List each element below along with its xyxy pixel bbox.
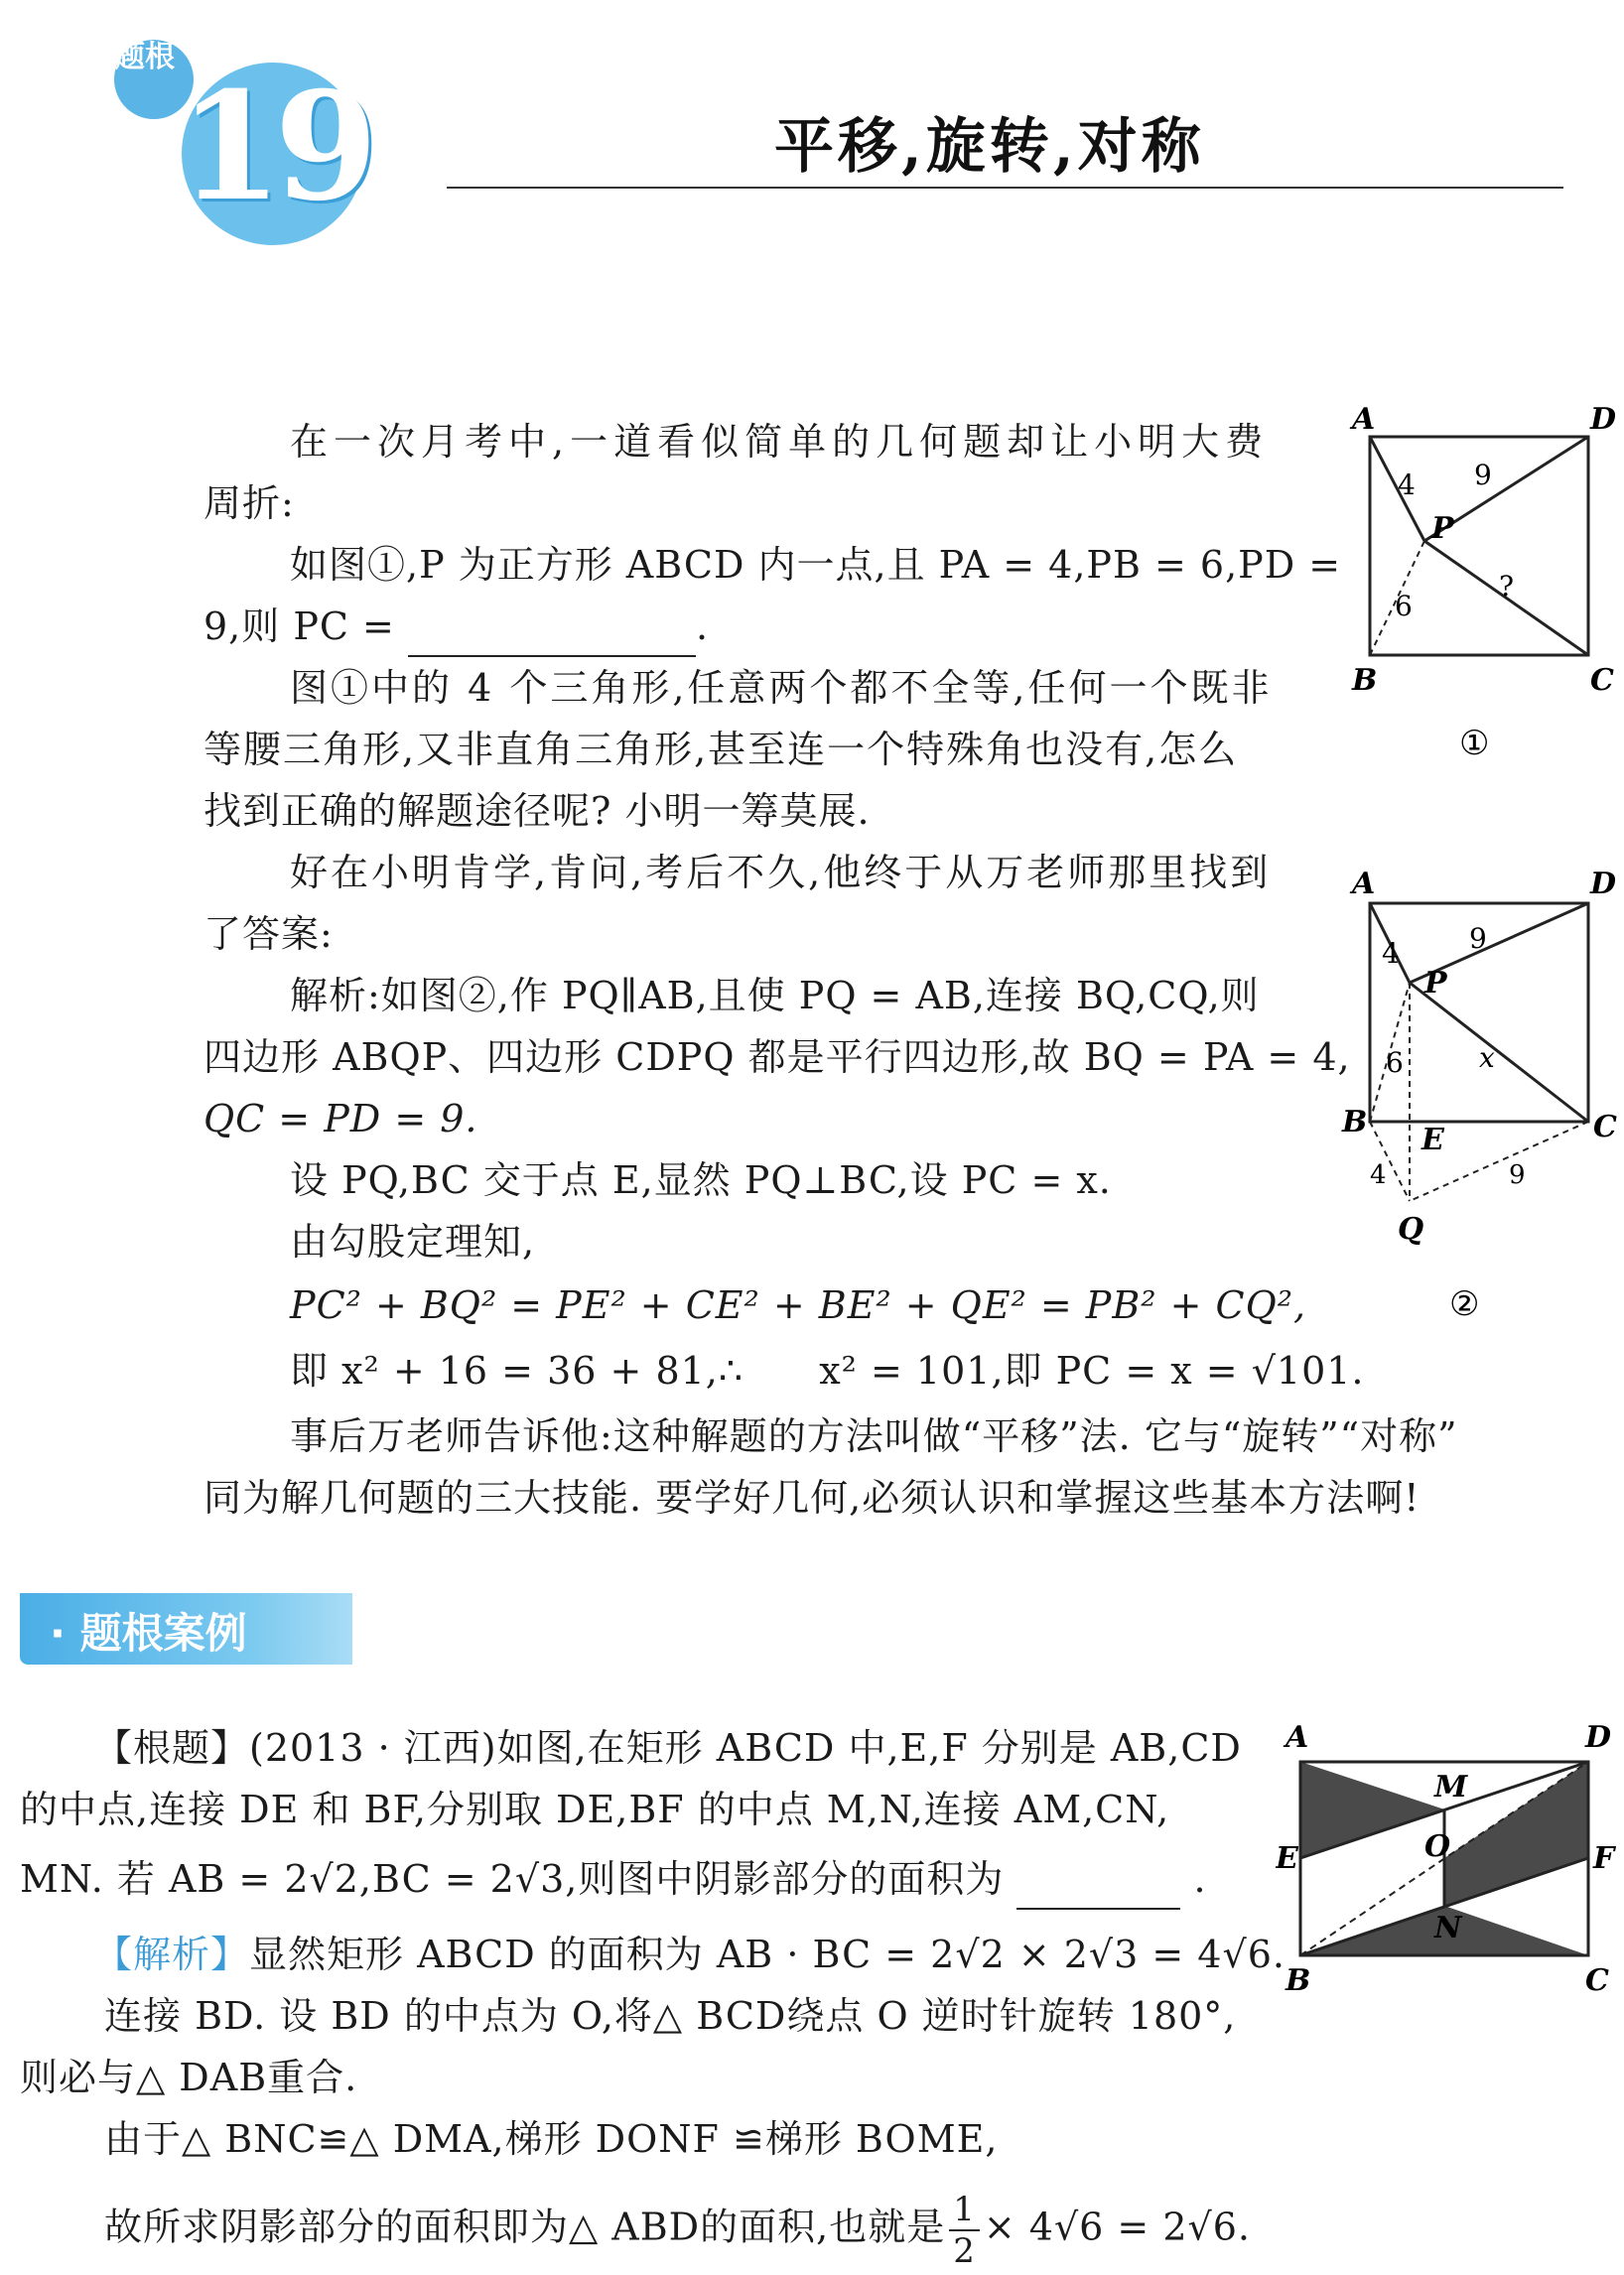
fraction-numerator: 1 [949, 2190, 980, 2231]
case-l6: 则必与△ DAB重合. [20, 2056, 358, 2099]
intro-p3a: 图①中的 4 个三角形,任意两个都不全等,任何一个既非 [290, 666, 1273, 710]
fig3-label-c: C [1585, 1963, 1609, 1998]
fig1-len-4: 4 [1398, 468, 1416, 501]
intro-p1a: 在一次月考中,一道看似简单的几何题却让小明大费 [290, 420, 1270, 464]
case-l4: 显然矩形 ABCD 的面积为 AB · BC = 2√2 × 2√3 = 4√6. [249, 1933, 1286, 1976]
case-l2: 的中点,连接 DE 和 BF,分别取 DE,BF 的中点 M,N,连接 AM,CN, [20, 1788, 1170, 1831]
intro-p8: PC² + BQ² = PE² + CE² + BE² + QE² = PB² + CQ², [290, 1283, 1307, 1327]
section-banner-label: · 题根案例 [50, 1609, 247, 1658]
intro-p2b-row: 9,则 PC = . [203, 596, 709, 657]
intro-p5a: 解析:如图②,作 PQ∥AB,且使 PQ = AB,连接 BQ,CQ,则 [290, 974, 1260, 1017]
intro-p2b: 9,则 PC = [203, 604, 395, 648]
fig3-label-f: F [1593, 1841, 1615, 1876]
fig1-unknown: ? [1499, 570, 1515, 602]
fig1-len-6: 6 [1395, 590, 1413, 622]
case-l3-row [20, 1848, 1207, 1910]
fig1-label-c: C [1590, 663, 1614, 698]
intro-p9-row [290, 1340, 1365, 1402]
fig3-label-b: B [1286, 1963, 1311, 1998]
fig2-len-4b: 4 [1370, 1160, 1387, 1190]
intro-p7: 由勾股定理知, [290, 1220, 536, 1264]
fig1-len-9: 9 [1474, 459, 1492, 491]
intro-p9b: x² = 101,即 PC = x = [819, 1349, 1239, 1393]
fig2-len-x: x [1479, 1041, 1495, 1074]
fig2-label-b: B [1342, 1105, 1368, 1139]
intro-p3c: 找到正确的解题途径呢? 小明一筹莫展. [203, 789, 871, 833]
title-rule [447, 187, 1563, 189]
answer-blank-2 [1016, 1868, 1180, 1910]
fraction-denominator: 2 [953, 2231, 976, 2271]
answer-blank-1 [408, 615, 696, 657]
fig3-label-e: E [1276, 1841, 1298, 1876]
intro-p3b: 等腰三角形,又非直角三角形,甚至连一个特殊角也没有,怎么 [203, 728, 1239, 771]
fig3-label-n: N [1434, 1911, 1462, 1945]
case-l1: 【根题】(2013 · 江西)如图,在矩形 ABCD 中,E,F 分别是 AB,CD [94, 1726, 1242, 1770]
case-l4-row [94, 1924, 1286, 1985]
intro-p10b: 同为解几何题的三大技能. 要学好几何,必须认识和掌握这些基本方法啊! [203, 1476, 1421, 1520]
intro-p1b: 周折: [203, 481, 295, 525]
fig3-label-m: M [1434, 1770, 1468, 1805]
fig3-label-d: D [1585, 1720, 1612, 1755]
intro-p9c: √101. [1251, 1349, 1365, 1393]
intro-p5c: QC = PD = 9. [203, 1097, 478, 1140]
intro-p4b: 了答案: [203, 912, 334, 956]
case-l8-row [104, 2190, 1251, 2271]
fig2-len-4a: 4 [1382, 937, 1400, 970]
fig2-label-e: E [1421, 1123, 1444, 1157]
case-l3-end: . [1193, 1857, 1207, 1901]
figure-2 [1330, 864, 1624, 1330]
case-l5: 连接 BD. 设 BD 的中点为 O,将△ BCD绕点 O 逆时针旋转 180°, [104, 1994, 1237, 2038]
chapter-number: 19 [179, 60, 370, 234]
fig1-label-d: D [1590, 407, 1617, 437]
intro-p6: 设 PQ,BC 交于点 E,显然 PQ⊥BC,设 PC = x. [290, 1158, 1112, 1202]
page-title: 平移,旋转,对称 [774, 112, 1205, 182]
intro-p4a: 好在小明肯学,肯问,考后不久,他终于从万老师那里找到 [290, 851, 1272, 894]
fig2-label-c: C [1593, 1110, 1617, 1144]
fig2-len-9a: 9 [1469, 922, 1487, 955]
intro-p2a: 如图①,P 为正方形 ABCD 内一点,且 PA = 4,PB = 6,PD = [290, 543, 1342, 587]
case-l7: 由于△ BNC≌△ DMA,梯形 DONF ≌梯形 BOME, [104, 2117, 999, 2161]
fig2-label-p: P [1424, 966, 1447, 1001]
fig2-pc [1410, 983, 1588, 1122]
fig2-label-q: Q [1398, 1212, 1424, 1247]
intro-p9a: 即 x² + 16 = 36 + 81,∴ [290, 1349, 744, 1393]
fig2-label-a: A [1352, 867, 1376, 901]
fig1-label-b: B [1352, 663, 1378, 698]
fig3-label-a: A [1286, 1720, 1309, 1755]
chapter-tag: 题根 [115, 40, 175, 74]
fig3-label-o: O [1424, 1829, 1451, 1864]
case-l8b: × 4√6 = 2√6. [983, 2205, 1251, 2249]
case-l8a: 故所求阴影部分的面积即为△ ABD的面积,也就是 [104, 2205, 946, 2249]
fig1-label-p: P [1431, 511, 1454, 546]
intro-p5b: 四边形 ABQP、四边形 CDPQ 都是平行四边形,故 BQ = PA = 4, [203, 1035, 1351, 1079]
intro-p10a: 事后万老师告诉他:这种解题的方法叫做“平移”法. 它与“旋转”“对称” [290, 1414, 1458, 1458]
fig2-label-d: D [1590, 867, 1617, 901]
analysis-tag: 【解析】 [94, 1933, 250, 1976]
fraction-half [949, 2190, 980, 2271]
figure-3 [1276, 1717, 1618, 2005]
fig1-caption: ① [1459, 724, 1490, 763]
case-l3: MN. 若 AB = 2√2,BC = 2√3,则图中阴影部分的面积为 [20, 1857, 1005, 1901]
figure-1 [1340, 407, 1618, 764]
fig2-len-6: 6 [1386, 1046, 1404, 1079]
fig1-label-a: A [1352, 407, 1376, 437]
fig2-len-9b: 9 [1509, 1160, 1526, 1190]
fig2-caption: ② [1449, 1284, 1480, 1324]
